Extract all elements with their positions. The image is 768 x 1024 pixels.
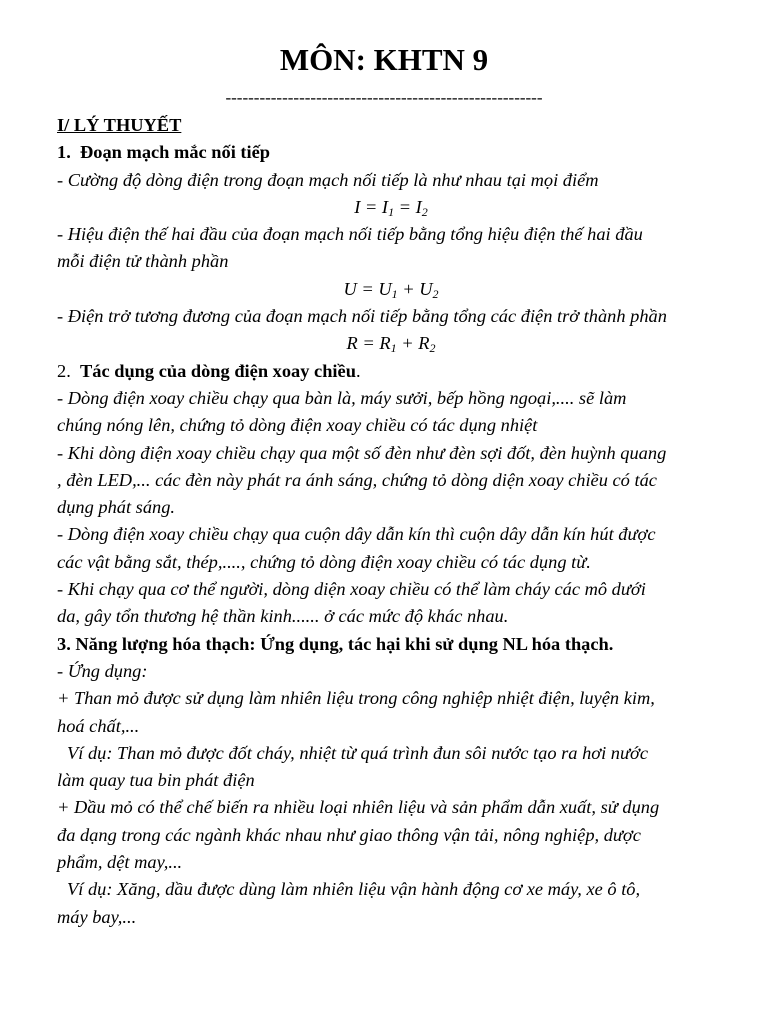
- part2-line: da, gây tổn thương hệ thần kinh...... ở các mức độ khác nhau.: [57, 606, 509, 627]
- section-heading: I/ LÝ THUYẾT: [57, 115, 182, 135]
- part3-line: đa dạng trong các ngành khác nhau như giao thông vận tải, nông nghiệp, dược: [57, 824, 641, 845]
- current-statement: - Cường độ dòng điện trong đoạn mạch nối tiếp là như nhau tại mọi điểm: [57, 169, 599, 190]
- part2-heading-text: Tác dụng của dòng điện xoay chiều: [80, 360, 356, 381]
- part2-line: - Khi chạy qua cơ thể người, dòng diện xoay chiều có thể làm cháy các mô dưới: [57, 579, 646, 600]
- part3-line: hoá chất,...: [57, 715, 140, 736]
- part2-line: - Dòng điện xoay chiều chạy qua bàn là, máy sưởi, bếp hồng ngoại,.... sẽ làm: [57, 387, 627, 408]
- part3-line: + Dầu mỏ có thể chế biến ra nhiều loại nhiên liệu và sản phẩm dẫn xuất, sử dụng: [57, 797, 660, 818]
- part2-line: - Dòng điện xoay chiều chạy qua cuộn dây dẫn kín thì cuộn dây dẫn kín hút được: [57, 524, 656, 545]
- document-title: MÔN: KHTN 9: [279, 42, 489, 77]
- separator-line: --------------------------------------------------------: [225, 88, 543, 107]
- part2-line: - Khi dòng điện xoay chiều chạy qua một số đèn như đèn sợi đốt, đèn huỳnh quang: [57, 442, 667, 463]
- voltage-statement-line-1: - Hiệu điện thế hai đầu của đoạn mạch nối tiếp bằng tổng hiệu điện thế hai đầu: [57, 224, 643, 245]
- part3-example-line: Ví dụ: Xăng, dầu được dùng làm nhiên liệu vận hành động cơ xe máy, xe ô tô,: [67, 879, 641, 900]
- document-body: [57, 112, 725, 931]
- voltage-formula: $U = U_1 + U_2$: [343, 278, 439, 301]
- part3-example-line: Ví dụ: Than mỏ được đốt cháy, nhiệt từ quá trình đun sôi nước tạo ra hơi nước: [67, 742, 649, 763]
- part2-line: dụng phát sáng.: [57, 497, 176, 518]
- part3-line: máy bay,...: [57, 906, 137, 927]
- resistance-statement: - Điện trở tương đương của đoạn mạch nối tiếp bằng tổng các điện trở thành phần: [57, 306, 667, 327]
- part3-line: phẩm, dệt may,...: [57, 852, 183, 873]
- resistance-formula: $R = R_1 + R_2$: [346, 333, 436, 356]
- part3-line: - Ứng dụng:: [57, 660, 148, 681]
- part1-heading: [57, 139, 725, 166]
- voltage-statement-line-2: mỗi điện tử thành phần: [57, 251, 229, 272]
- part2-heading: 2. Tác dụng của dòng điện xoay chiều.: [57, 360, 361, 381]
- part3-line: làm quay tua bin phát điện: [57, 770, 255, 791]
- part3-line: + Than mỏ được sử dụng làm nhiên liệu trong công nghiệp nhiệt điện, luyện kim,: [57, 688, 655, 709]
- part2-number: 2.: [57, 360, 71, 381]
- part2-line: các vật bằng sắt, thép,...., chứng tỏ dòng điện xoay chiều có tác dụng từ.: [57, 551, 591, 572]
- part1-number: 1.: [57, 142, 71, 163]
- part1-heading-text: Đoạn mạch mắc nối tiếp: [80, 142, 271, 163]
- current-formula: $I = I_1 = I_2$: [354, 196, 428, 219]
- part3-heading: 3. Năng lượng hóa thạch: Ứng dụng, tác hại khi sử dụng NL hóa thạch.: [57, 633, 614, 654]
- part2-line: , đèn LED,... các đèn này phát ra ánh sáng, chứng tỏ dòng diện xoay chiều có tác: [57, 469, 657, 490]
- part2-line: chúng nóng lên, chứng tỏ dòng điện xoay chiều có tác dụng nhiệt: [57, 415, 538, 436]
